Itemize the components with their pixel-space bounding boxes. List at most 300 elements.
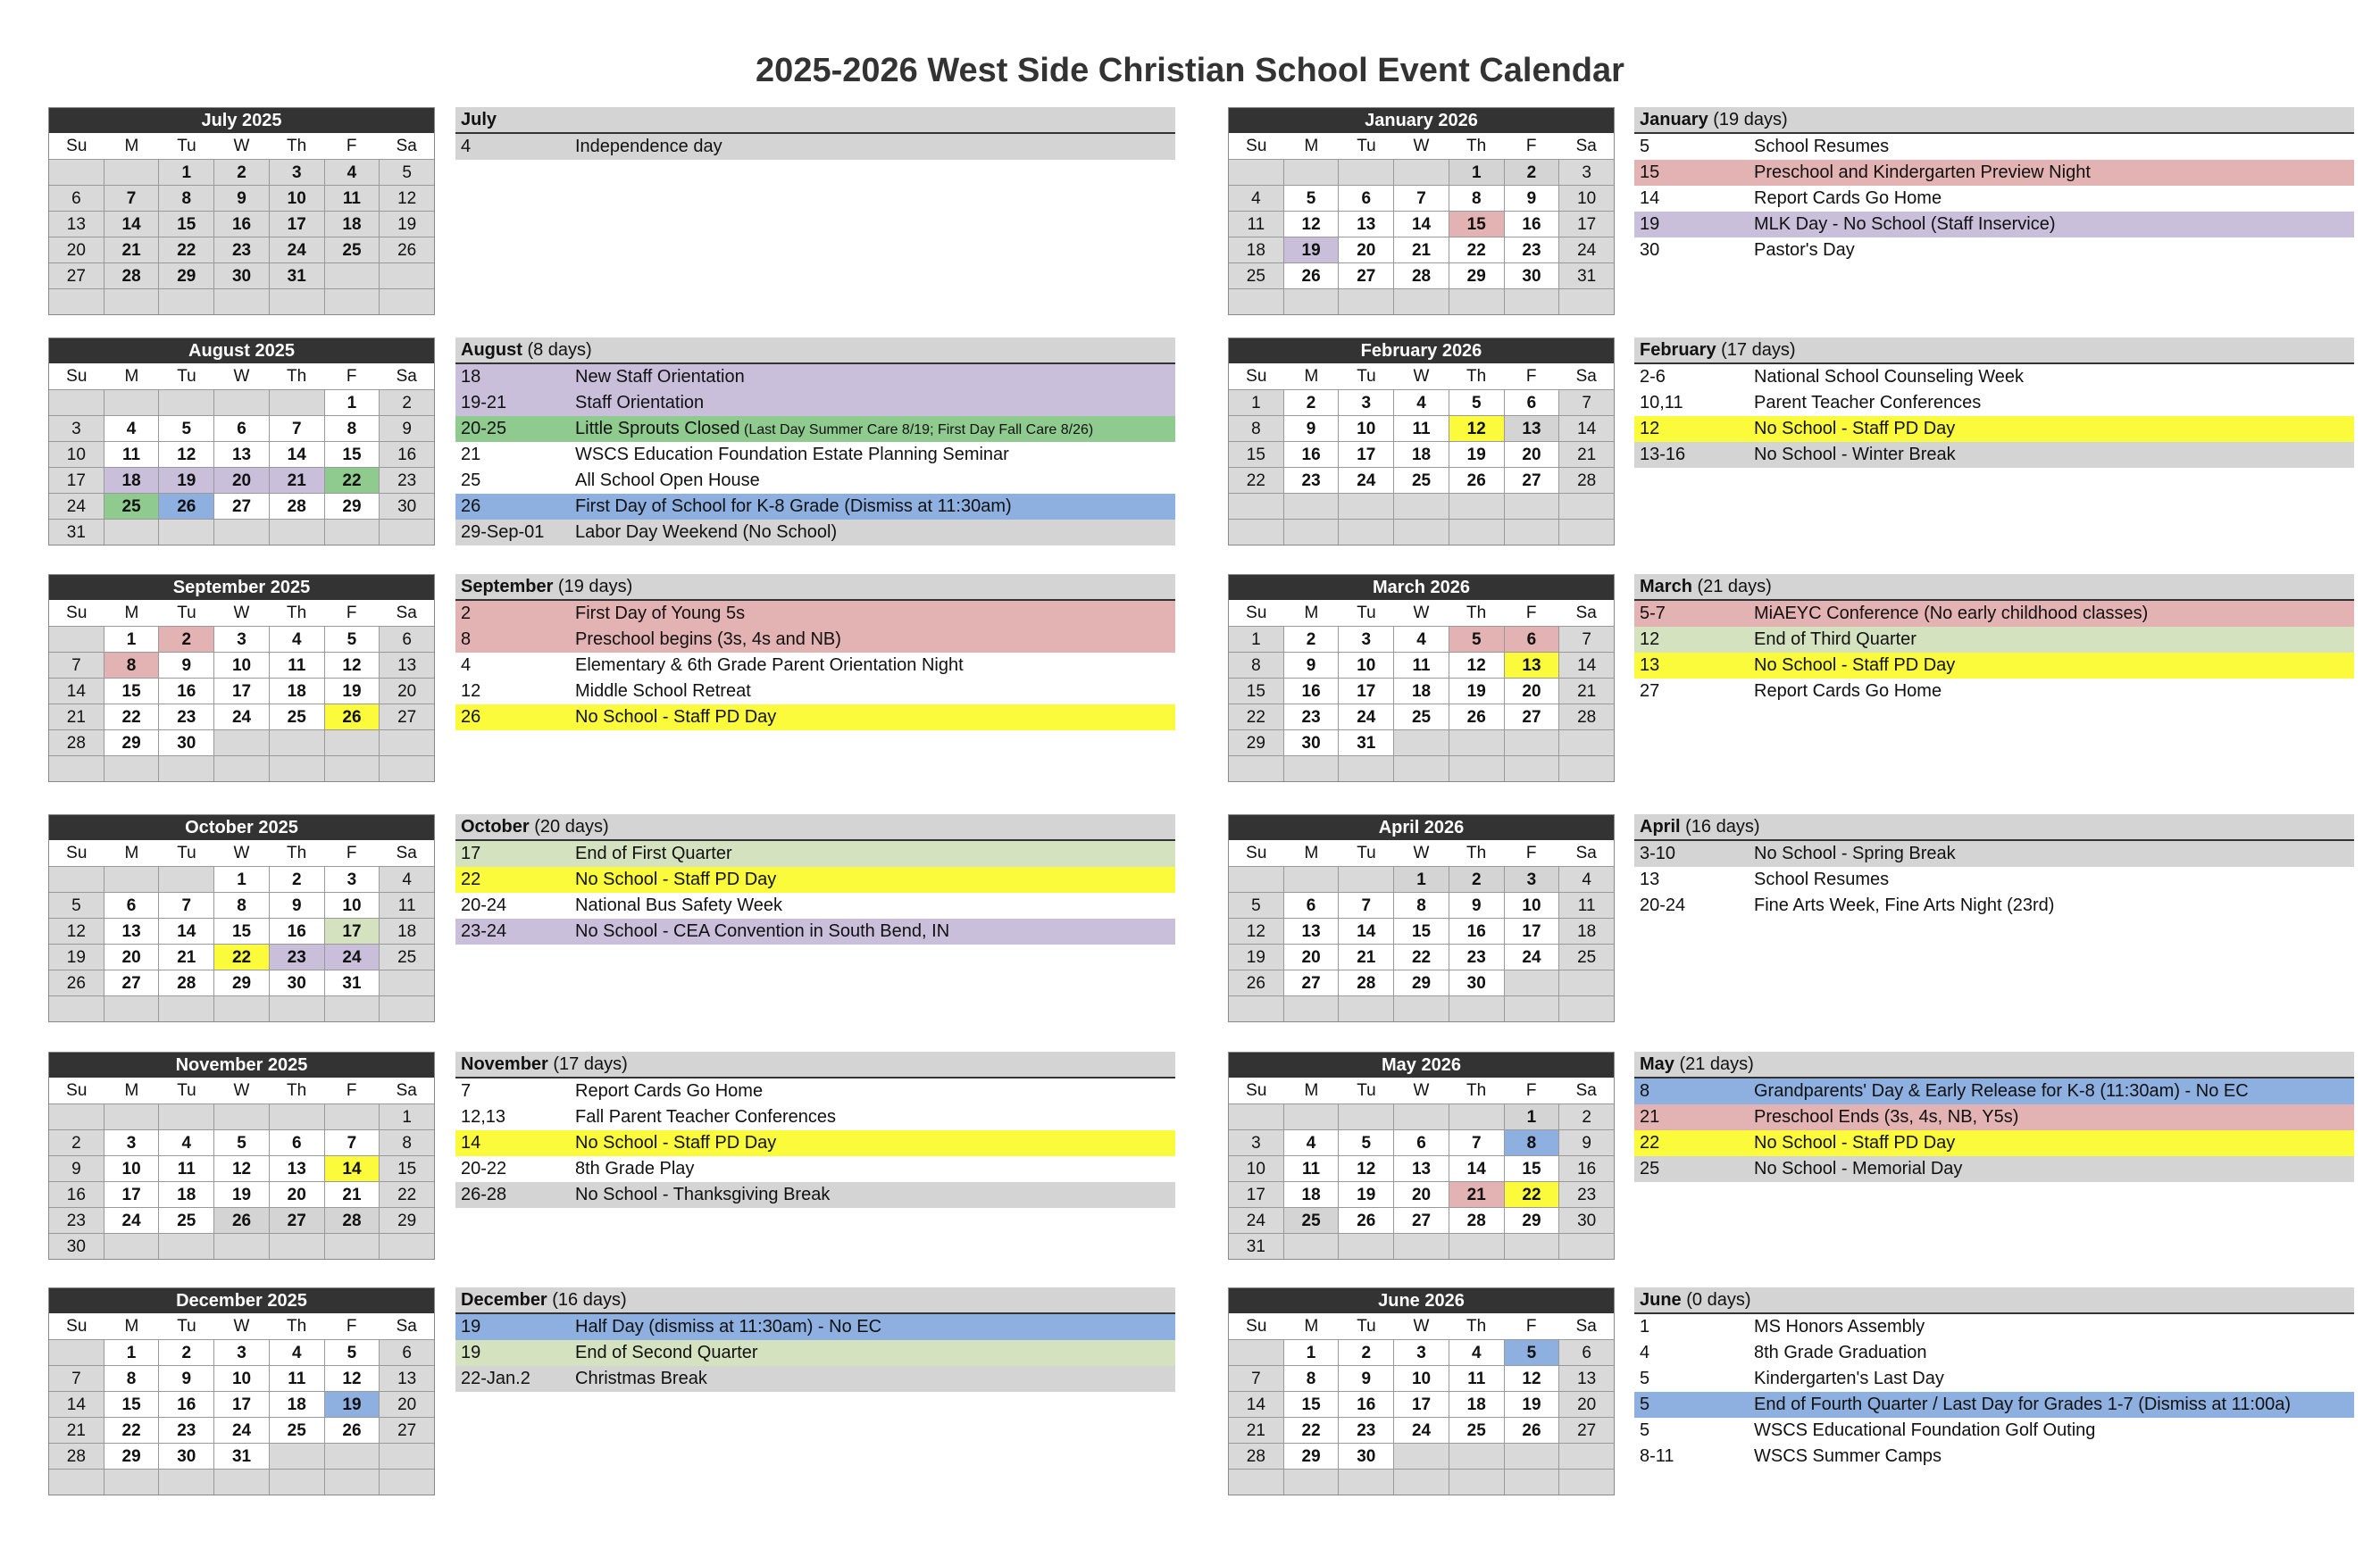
month-title: January 2026: [1229, 108, 1614, 133]
event-title: End of Second Quarter: [575, 1343, 758, 1362]
day-cell: 3: [1339, 626, 1394, 652]
day-cell: 8: [159, 185, 214, 211]
week-row: [1229, 1207, 1614, 1233]
event-date: 20-25: [461, 419, 507, 438]
event-title: WSCS Educational Foundation Golf Outing: [1754, 1420, 2096, 1440]
day-cell: [1229, 519, 1284, 545]
day-cell: 1: [214, 866, 270, 892]
day-cell: [325, 755, 380, 781]
day-cell: 4: [1284, 1129, 1340, 1155]
day-cell: [1505, 755, 1560, 781]
day-cell: 20: [104, 944, 160, 970]
day-cell: [1559, 729, 1614, 755]
weekday-label: F: [1525, 1317, 1537, 1336]
day-cell: 8: [1449, 185, 1505, 211]
event-date: 18: [461, 367, 481, 387]
day-cell: 22: [104, 1417, 160, 1443]
day-cell: 19: [159, 467, 214, 493]
day-cell: 8: [1229, 415, 1284, 441]
day-cell: 18: [1229, 237, 1284, 262]
weekday-label: Su: [1246, 137, 1267, 155]
day-cell: 17: [1339, 441, 1394, 467]
day-cell: 14: [1559, 415, 1614, 441]
event-row: [1634, 390, 2354, 416]
day-cell: 5: [214, 1129, 270, 1155]
day-cell: 22: [325, 467, 380, 493]
event-list: [455, 1052, 1175, 1208]
day-cell: 10: [270, 185, 325, 211]
event-title: Preschool begins (3s, 4s and NB): [575, 629, 841, 649]
day-cell: [159, 288, 214, 314]
week-row: [1229, 866, 1614, 892]
weekday-label: Tu: [1357, 1081, 1376, 1100]
day-cell: [1449, 288, 1505, 314]
weekday-label: M: [1304, 137, 1319, 155]
event-title: Preschool Ends (3s, 4s, NB, Y5s): [1754, 1107, 2019, 1127]
day-cell: 28: [104, 262, 160, 288]
week-row: [1229, 1129, 1614, 1155]
day-cell: [380, 995, 434, 1021]
day-cell: 13: [1394, 1155, 1449, 1181]
day-cell: 11: [1229, 211, 1284, 237]
event-row: [1634, 416, 2354, 442]
day-cell: [380, 519, 434, 545]
event-title: No School - Staff PD Day: [1754, 419, 1956, 438]
day-cell: 31: [49, 519, 104, 545]
event-row: [1634, 364, 2354, 390]
event-title: Fine Arts Week, Fine Arts Night (23rd): [1754, 895, 2055, 915]
weekday-label: Su: [1246, 367, 1267, 386]
day-cell: 12: [1284, 211, 1340, 237]
day-cell: 6: [1339, 185, 1394, 211]
day-cell: [159, 755, 214, 781]
week-row: [49, 755, 434, 781]
day-cell: 29: [159, 262, 214, 288]
day-cell: [49, 866, 104, 892]
weekday-label: Sa: [1575, 367, 1597, 386]
week-row: [49, 1207, 434, 1233]
event-row: [455, 468, 1175, 494]
weekday-label: Th: [1466, 367, 1487, 386]
day-cell: 18: [270, 678, 325, 704]
week-row: [1229, 389, 1614, 415]
week-row: [1229, 519, 1614, 545]
day-cell: [270, 1443, 325, 1469]
event-title: First Day of School for K-8 Grade (Dismiss at 11:30am): [575, 496, 1012, 516]
day-cell: 6: [49, 185, 104, 211]
day-cell: [325, 1469, 380, 1495]
day-cell: 2: [159, 626, 214, 652]
event-title: Kindergarten's Last Day: [1754, 1369, 1944, 1388]
day-cell: 19: [1229, 944, 1284, 970]
month-title: October 2025: [49, 815, 434, 840]
day-cell: 14: [49, 1391, 104, 1417]
day-cell: 1: [1284, 1339, 1340, 1365]
event-title: National School Counseling Week: [1754, 367, 2025, 387]
day-cell: 9: [1284, 415, 1340, 441]
event-title: School Resumes: [1754, 137, 1890, 156]
event-row: [1634, 1104, 2354, 1130]
day-cell: 12: [325, 652, 380, 678]
day-cell: 14: [1339, 918, 1394, 944]
day-cell: [1559, 288, 1614, 314]
day-cell: 2: [380, 389, 434, 415]
weekday-label: Th: [287, 1081, 307, 1100]
day-cell: 29: [1284, 1443, 1340, 1469]
event-list: [455, 1287, 1175, 1392]
event-title: No School - Staff PD Day: [1754, 655, 1956, 675]
event-row: [455, 867, 1175, 893]
event-date: 29-Sep-01: [461, 522, 545, 542]
day-cell: 16: [1284, 678, 1340, 704]
day-cell: [325, 1443, 380, 1469]
month-title: December 2025: [49, 1288, 434, 1313]
day-cell: [214, 519, 270, 545]
day-cell: [270, 729, 325, 755]
day-cell: 12: [1449, 652, 1505, 678]
day-cell: 2: [1559, 1103, 1614, 1129]
event-row: [1634, 1392, 2354, 1418]
day-cell: 23: [159, 1417, 214, 1443]
day-cell: [380, 262, 434, 288]
week-row: [1229, 1103, 1614, 1129]
month-calendar: [1228, 337, 1615, 545]
week-row: [49, 467, 434, 493]
day-cell: 15: [1449, 211, 1505, 237]
day-cell: 7: [1559, 389, 1614, 415]
day-cell: 12: [159, 441, 214, 467]
day-cell: 18: [1394, 678, 1449, 704]
day-cell: 15: [104, 678, 160, 704]
weekday-label: Th: [287, 604, 307, 622]
event-list: [455, 107, 1175, 160]
weekday-header: [1229, 600, 1614, 626]
day-cell: 5: [49, 892, 104, 918]
day-cell: 7: [1559, 626, 1614, 652]
week-row: [49, 1469, 434, 1495]
day-cell: 17: [1505, 918, 1560, 944]
event-date: 26: [461, 707, 481, 727]
event-row: [1634, 160, 2354, 186]
day-cell: [1449, 1469, 1505, 1495]
event-title: Preschool and Kindergarten Preview Night: [1754, 162, 2091, 182]
day-cell: 18: [159, 1181, 214, 1207]
event-date: 19-21: [461, 393, 507, 412]
event-list: [1634, 337, 2354, 468]
week-row: [1229, 918, 1614, 944]
day-cell: 13: [1559, 1365, 1614, 1391]
day-cell: 12: [1229, 918, 1284, 944]
day-cell: 26: [1449, 704, 1505, 729]
day-cell: 8: [325, 415, 380, 441]
day-cell: [214, 755, 270, 781]
day-cell: [380, 1469, 434, 1495]
day-cell: [1449, 755, 1505, 781]
weekday-header: [49, 1313, 434, 1339]
week-row: [1229, 185, 1614, 211]
day-cell: 10: [1559, 185, 1614, 211]
day-cell: 15: [104, 1391, 160, 1417]
weekday-label: W: [233, 1081, 250, 1100]
day-cell: [1559, 519, 1614, 545]
weekday-label: Tu: [1357, 1317, 1376, 1336]
day-cell: 20: [380, 678, 434, 704]
day-cell: 4: [1394, 389, 1449, 415]
day-cell: 12: [380, 185, 434, 211]
weekday-header: [49, 840, 434, 866]
day-cell: 29: [380, 1207, 434, 1233]
day-cell: 3: [104, 1129, 160, 1155]
day-cell: 11: [325, 185, 380, 211]
day-cell: 22: [214, 944, 270, 970]
week-row: [1229, 892, 1614, 918]
event-title: Christmas Break: [575, 1369, 707, 1388]
day-cell: [1394, 159, 1449, 185]
day-cell: 25: [1449, 1417, 1505, 1443]
day-cell: 5: [380, 159, 434, 185]
week-row: [1229, 159, 1614, 185]
weekday-label: F: [1525, 1081, 1537, 1100]
day-cell: 4: [159, 1129, 214, 1155]
day-cell: 18: [270, 1391, 325, 1417]
day-cell: 7: [49, 652, 104, 678]
day-cell: 24: [1229, 1207, 1284, 1233]
month-title: February 2026: [1229, 338, 1614, 363]
week-row: [1229, 262, 1614, 288]
week-row: [1229, 441, 1614, 467]
day-cell: 2: [214, 159, 270, 185]
day-cell: 26: [49, 970, 104, 995]
event-month: May: [1640, 1054, 1674, 1074]
day-cell: 21: [1559, 678, 1614, 704]
day-cell: 26: [1339, 1207, 1394, 1233]
event-row: [455, 653, 1175, 679]
event-title: No School - Staff PD Day: [575, 870, 777, 889]
weekday-label: W: [233, 844, 250, 862]
day-cell: 27: [1505, 704, 1560, 729]
weekday-label: W: [1413, 137, 1430, 155]
event-note: (Last Day Summer Care 8/19; First Day Fall Care 8/26): [739, 422, 1094, 437]
weekday-label: M: [124, 1081, 139, 1100]
weekday-label: Th: [287, 367, 307, 386]
day-cell: 28: [1559, 704, 1614, 729]
day-cell: 27: [380, 1417, 434, 1443]
day-cell: [380, 1233, 434, 1259]
event-date: 12,13: [461, 1107, 506, 1127]
day-cell: 21: [1339, 944, 1394, 970]
day-cell: 20: [1339, 237, 1394, 262]
event-month: August: [461, 340, 522, 360]
day-cell: 26: [325, 704, 380, 729]
event-date: 12: [1640, 419, 1660, 438]
weekday-label: M: [124, 844, 139, 862]
day-cell: 26: [159, 493, 214, 519]
day-cell: 4: [1229, 185, 1284, 211]
event-list: [1634, 814, 2354, 919]
event-date: 15: [1640, 162, 1660, 182]
day-cell: 1: [380, 1103, 434, 1129]
event-title: MS Honors Assembly: [1754, 1317, 1925, 1337]
day-cell: 22: [1505, 1181, 1560, 1207]
day-cell: 2: [49, 1129, 104, 1155]
day-cell: 20: [380, 1391, 434, 1417]
event-title: No School - Winter Break: [1754, 445, 1956, 464]
event-row: [1634, 1418, 2354, 1444]
event-title: No School - Staff PD Day: [575, 1133, 777, 1153]
event-row: [1634, 653, 2354, 679]
event-list-header: [455, 1052, 1175, 1078]
event-title: Staff Orientation: [575, 393, 705, 412]
day-cell: 12: [1449, 415, 1505, 441]
day-cell: [49, 389, 104, 415]
week-row: [49, 389, 434, 415]
weekday-label: F: [1525, 367, 1537, 386]
event-month: November: [461, 1054, 548, 1074]
day-cell: 30: [1284, 729, 1340, 755]
week-row: [1229, 1443, 1614, 1469]
event-row: [1634, 442, 2354, 468]
day-cell: 25: [1229, 262, 1284, 288]
event-date: 14: [1640, 188, 1660, 208]
day-cell: 26: [214, 1207, 270, 1233]
day-cell: 15: [325, 441, 380, 467]
day-cell: [1284, 1233, 1340, 1259]
event-row: [1634, 601, 2354, 627]
day-cell: 15: [1229, 678, 1284, 704]
event-date: 12: [461, 681, 481, 701]
event-list-header: [455, 337, 1175, 364]
day-cell: 5: [1449, 626, 1505, 652]
weekday-label: Tu: [177, 367, 196, 386]
day-cell: 28: [1229, 1443, 1284, 1469]
day-cell: 5: [325, 1339, 380, 1365]
event-date: 26-28: [461, 1185, 507, 1204]
day-cell: [214, 995, 270, 1021]
day-cell: 21: [1394, 237, 1449, 262]
event-day-count: (16 days): [547, 1290, 627, 1310]
day-cell: [1284, 1103, 1340, 1129]
event-date: 19: [1640, 214, 1660, 234]
weekday-label: W: [1413, 367, 1430, 386]
event-date: 20-24: [1640, 895, 1686, 915]
event-date: 5: [1640, 1395, 1650, 1414]
event-list-header: [455, 574, 1175, 601]
day-cell: 11: [1284, 1155, 1340, 1181]
day-cell: [49, 288, 104, 314]
week-row: [1229, 493, 1614, 519]
week-row: [1229, 288, 1614, 314]
day-cell: 11: [270, 1365, 325, 1391]
event-row: [455, 1366, 1175, 1392]
day-cell: 6: [1559, 1339, 1614, 1365]
day-cell: 17: [214, 678, 270, 704]
day-cell: 20: [270, 1181, 325, 1207]
day-cell: 16: [49, 1181, 104, 1207]
day-cell: 11: [1394, 415, 1449, 441]
weekday-label: M: [1304, 844, 1319, 862]
event-title: All School Open House: [575, 471, 760, 490]
day-cell: [1339, 995, 1394, 1021]
event-title: Elementary & 6th Grade Parent Orientation Night: [575, 655, 964, 675]
day-cell: 9: [270, 892, 325, 918]
day-cell: 4: [1394, 626, 1449, 652]
event-date: 25: [461, 471, 481, 490]
month-calendar: [1228, 814, 1615, 1022]
day-cell: 24: [214, 1417, 270, 1443]
event-title: No School - Spring Break: [1754, 844, 1956, 863]
week-row: [49, 678, 434, 704]
week-row: [49, 1443, 434, 1469]
day-cell: 24: [1559, 237, 1614, 262]
day-cell: 14: [270, 441, 325, 467]
day-cell: [1339, 755, 1394, 781]
event-row: [1634, 679, 2354, 704]
day-cell: 17: [1559, 211, 1614, 237]
weekday-label: Su: [66, 1317, 88, 1336]
day-cell: 25: [1394, 467, 1449, 493]
month-title: April 2026: [1229, 815, 1614, 840]
month-calendar: [48, 814, 435, 1022]
event-row: [455, 893, 1175, 919]
week-row: [49, 995, 434, 1021]
day-cell: [325, 288, 380, 314]
event-title: Little Sprouts Closed (Last Day Summer Care 8/19; First Day Fall Care 8/26): [575, 419, 1094, 438]
week-row: [49, 729, 434, 755]
day-cell: [104, 519, 160, 545]
weekday-label: Tu: [177, 1317, 196, 1336]
day-cell: 27: [1394, 1207, 1449, 1233]
weekday-label: Tu: [177, 604, 196, 622]
event-row: [1634, 237, 2354, 263]
weekday-label: Sa: [1575, 1081, 1597, 1100]
week-row: [49, 652, 434, 678]
day-cell: [270, 995, 325, 1021]
event-date: 13: [1640, 870, 1660, 889]
event-title: Middle School Retreat: [575, 681, 751, 701]
event-date: 25: [1640, 1159, 1660, 1178]
day-cell: 26: [1284, 262, 1340, 288]
day-cell: 29: [1449, 262, 1505, 288]
day-cell: 1: [1229, 626, 1284, 652]
weekday-label: W: [1413, 1081, 1430, 1100]
event-list: [1634, 1287, 2354, 1470]
day-cell: 22: [1449, 237, 1505, 262]
event-list-header: [455, 107, 1175, 134]
day-cell: [1505, 1443, 1560, 1469]
day-cell: 28: [1394, 262, 1449, 288]
month-calendar: [1228, 1052, 1615, 1260]
day-cell: 25: [270, 1417, 325, 1443]
day-cell: [1339, 519, 1394, 545]
event-row: [455, 442, 1175, 468]
day-cell: [49, 1469, 104, 1495]
event-row: [455, 1104, 1175, 1130]
event-day-count: (17 days): [1716, 340, 1796, 360]
day-cell: 6: [104, 892, 160, 918]
event-date: 4: [461, 137, 472, 156]
event-row: [455, 841, 1175, 867]
day-cell: [1284, 288, 1340, 314]
day-cell: [1394, 493, 1449, 519]
event-title: WSCS Summer Camps: [1754, 1446, 1942, 1466]
event-month: December: [461, 1290, 547, 1310]
weekday-header: [49, 133, 434, 159]
day-cell: 21: [49, 1417, 104, 1443]
event-list-header: [455, 1287, 1175, 1314]
day-cell: 23: [1505, 237, 1560, 262]
week-row: [1229, 211, 1614, 237]
day-cell: 8: [1284, 1365, 1340, 1391]
